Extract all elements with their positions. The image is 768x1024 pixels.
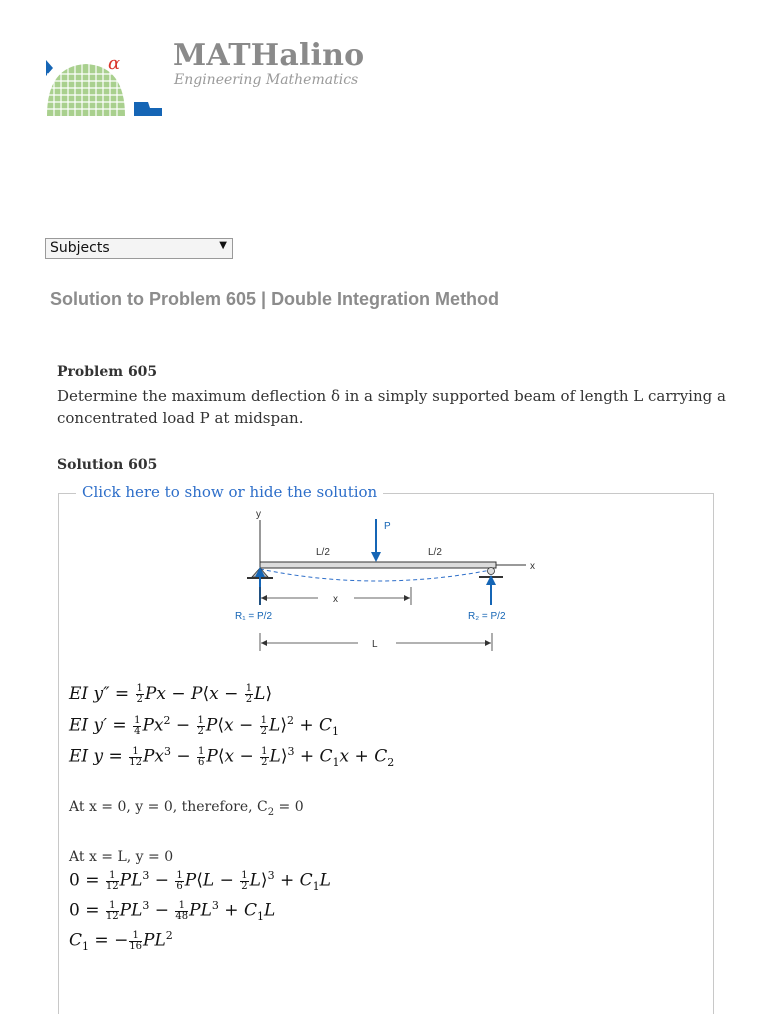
r1-label: R₁ = P/2 [235,611,273,622]
eq1-lhs: EI y″ [69,684,110,704]
page-title: Solution to Problem 605 | Double Integration Method [50,289,500,309]
r2-label: R₂ = P/2 [468,611,506,622]
boundary-condition-2: At x = L, y = 0 [69,849,174,865]
x-dim-left-arrow [261,595,267,601]
mathalino-logo[interactable] [44,54,164,118]
equation-moment: EI y″ = $\frac{1}{2}$ Px − P⟨x − $\frac{1}{2}$ L⟩ [69,683,273,705]
boundary-condition-1: At x = 0, y = 0, therefore, $C_2 = 0$ [69,799,304,818]
x-dim-label: x [333,594,338,605]
equation-deflection: EI y = $\frac{1}{12}$ $Px^3$ − $\frac{1}{6}$ P⟨x − $\frac{1}{2}$ L⟩$^3$ + $C_1x + C_2$ [69,745,395,770]
beam [260,562,496,568]
roller-support [488,568,495,575]
logo-alpha-icon: α [108,54,121,74]
logo-blue-block [134,102,162,116]
site-slogan: Engineering Mathematics [174,72,359,88]
subjects-select-label: Subjects [50,240,110,256]
equation-c1: $C_1$ = − $\frac{1}{16}$ $PL^2$ [69,929,173,954]
toggle-solution-link[interactable]: Click here to show or hide the solution [76,483,383,501]
equation-bc-2: 0 = $\frac{1}{12}$ $PL^3$ − $\frac{1}{48}$ $PL^3 + C_1L$ [69,899,276,924]
eq2-lhs: EI y′ [69,715,107,736]
l-dim-left-arrow [261,640,267,646]
equation-bc-1: 0 = $\frac{1}{12}$ $PL^3$ − $\frac{1}{6}$ P⟨L − $\frac{1}{2}$ L⟩$^3$ + $C_1L$ [69,869,331,894]
l-dim-label: L [372,639,378,650]
solution-heading: Solution 605 [57,457,158,473]
problem-text: Determine the maximum deflection δ in a simply supported beam of length L carrying a concentrated load P at midspan. [57,387,726,427]
y-axis-label: y [256,509,261,520]
deflection-curve [260,569,496,581]
x-axis-label: x [530,561,535,572]
l-dim-right-arrow [485,640,491,646]
equation-slope: EI y′ = $\frac{1}{4}$ $Px^2$ − $\frac{1}{2}$ P⟨x − $\frac{1}{2}$ L⟩$^2$ + $C_1$ [69,714,340,739]
eq3-lhs: EI y [69,746,104,767]
subjects-select[interactable] [45,238,233,259]
chevron-down-icon: ▼ [219,240,227,251]
site-name[interactable]: MATHalino [173,38,365,73]
problem-heading: Problem 605 [57,364,158,380]
half-left-label: L/2 [316,547,330,558]
load-arrowhead [371,552,381,562]
half-right-label: L/2 [428,547,442,558]
beam-diagram [230,505,550,660]
x-dim-right-arrow [404,595,410,601]
load-label: P [384,521,391,532]
